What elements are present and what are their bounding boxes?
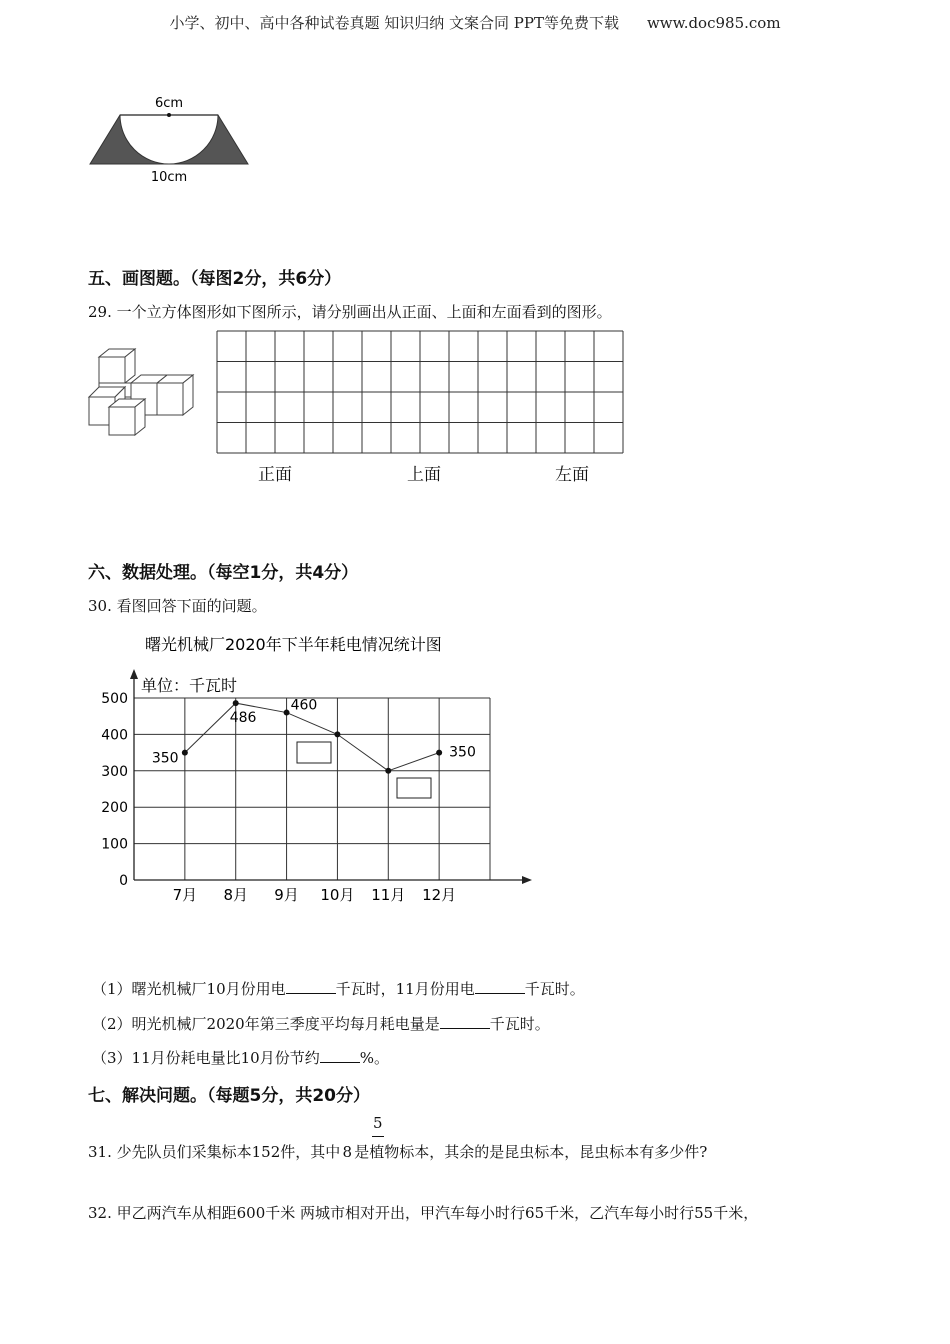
- page-header: [0, 12, 950, 33]
- blank-2[interactable]: [475, 981, 525, 994]
- x-tick-label: 12月: [422, 886, 457, 904]
- trapezoid-figure: [80, 90, 270, 190]
- data-label: 350: [449, 744, 476, 761]
- fraction-numerator: 5: [373, 1114, 383, 1132]
- section5-title: 五、画图题。（每图2分，共6分）: [88, 269, 342, 289]
- label-front: 正面: [258, 465, 292, 485]
- q30-sub1: （1）曙光机械厂10月份用电 千瓦时，11月份用电 千瓦时。: [92, 980, 585, 998]
- q31-text: 31. 少先队员们采集标本152件，其中 8 是植物标本，其余的是昆虫标本，昆虫标本有多少件?: [88, 1143, 708, 1161]
- q30-sub3: （3）11月份耗电量比10月份节约 %。: [92, 1049, 389, 1067]
- section6-title: 六、数据处理。（每空1分，共4分）: [88, 563, 359, 583]
- data-point: [385, 768, 391, 774]
- label-left: 左面: [555, 465, 589, 485]
- y-tick-label: 500: [101, 691, 128, 707]
- label-10cm: 10cm: [150, 170, 188, 185]
- center-dot: [167, 113, 171, 117]
- blank-4[interactable]: [320, 1050, 360, 1063]
- x-tick-label: 11月: [371, 886, 406, 904]
- q30-sub2: （2）明光机械厂2020年第三季度平均每月耗电量是 千瓦时。: [92, 1015, 550, 1033]
- label-6cm: 6cm: [154, 96, 184, 111]
- blank-3[interactable]: [440, 1016, 490, 1029]
- header-site: www.doc985.com: [646, 14, 781, 32]
- section7-title: 七、解决问题。（每题5分，共20分）: [88, 1086, 370, 1106]
- data-label: 486: [229, 710, 257, 727]
- cube-figure: [85, 345, 200, 440]
- fraction-bar: [372, 1136, 384, 1137]
- data-point: [233, 700, 239, 706]
- y-tick-label: 300: [101, 763, 128, 780]
- line-chart: [95, 625, 545, 910]
- chart-title: 曙光机械厂2020年下半年耗电情况统计图: [145, 635, 442, 654]
- y-tick-label: 200: [101, 800, 128, 817]
- chart-ylabel: 单位：千瓦时: [141, 676, 238, 695]
- q32-text: 32. 甲乙两汽车从相距600千米 两城市相对开出，甲汽车每小时行65千米，乙汽车每小时行55千米，: [88, 1204, 759, 1222]
- x-tick-label: 9月: [274, 886, 299, 904]
- x-tick-label: 7月: [172, 886, 198, 904]
- y-axis-arrow: [130, 669, 138, 679]
- y-tick-label: 0: [119, 873, 128, 889]
- header-text: 小学、初中、高中各种试卷真题 知识归纳 文案合同 PPT等免费下载: [169, 14, 619, 32]
- y-tick-label: 100: [101, 836, 128, 853]
- data-point: [334, 731, 340, 737]
- q29-text: 29. 一个立方体图形如下图所示，请分别画出从正面、上面和左面看到的图形。: [88, 303, 612, 321]
- data-point: [436, 750, 442, 756]
- fraction-denominator: 8: [342, 1143, 353, 1161]
- x-axis-arrow: [522, 876, 532, 884]
- y-tick-label: 400: [101, 727, 128, 744]
- data-point: [284, 710, 290, 716]
- data-point: [182, 750, 188, 756]
- x-tick-label: 8月: [223, 886, 248, 904]
- drawing-grid: [216, 330, 628, 456]
- q30-text: 30. 看图回答下面的问题。: [88, 597, 267, 615]
- label-top: 上面: [407, 465, 441, 485]
- answer-box-oct: [297, 742, 331, 763]
- data-label: 350: [151, 750, 179, 767]
- data-label: 460: [290, 697, 318, 714]
- x-tick-label: 10月: [320, 886, 355, 904]
- blank-1[interactable]: [286, 981, 336, 994]
- answer-box-nov: [397, 778, 431, 798]
